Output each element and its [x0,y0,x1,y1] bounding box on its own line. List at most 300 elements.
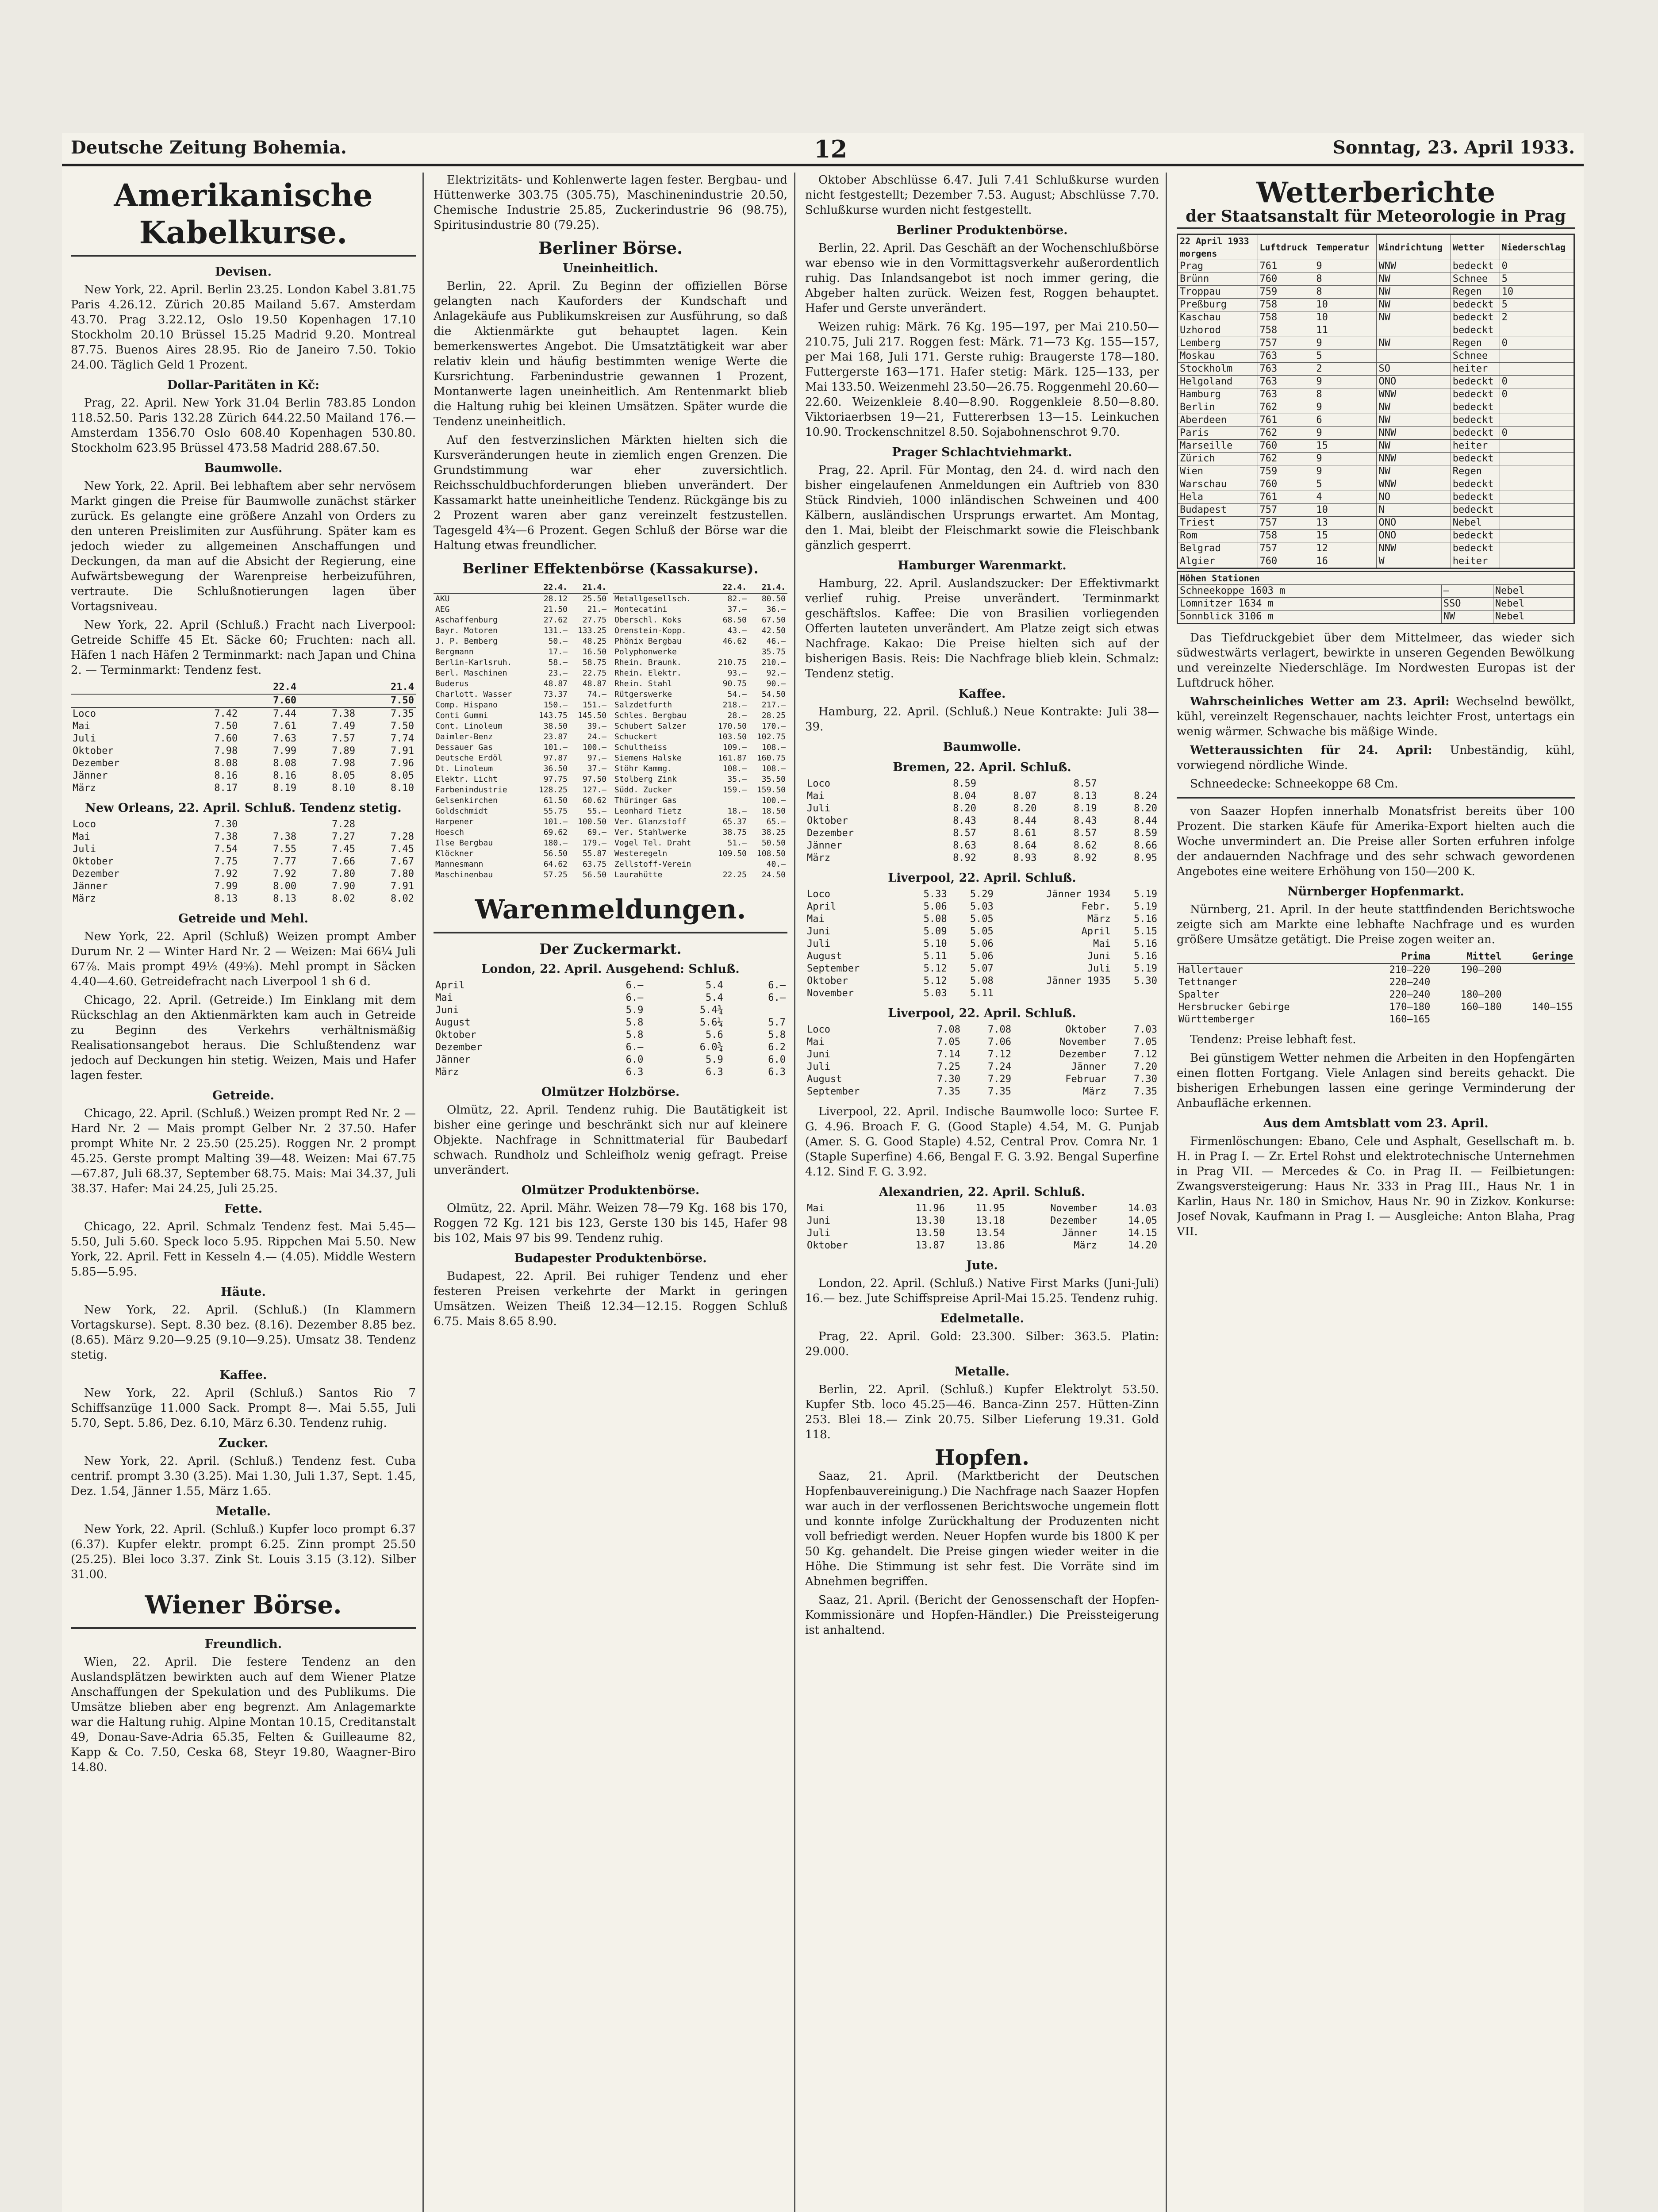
table-cell: 61.50 [543,796,568,805]
table-cell: 35.— [727,775,747,784]
table-cell: Hela [1178,491,1258,504]
article-text: Prag, 22. April. Für Montag, den 24. d. wird nach den bisher eingelaufenen Anmeldungen ein Auftrieb von 830 Stück Rindvieh, 1000 inländischen Schweinen und 400 Kälbern, ausländischen Ursprungs erwartet. Am Montag, den 1. Mai, bleibt der Fleischmarkt sowie die Fleischbank gänzlich gesperrt. [805,464,1159,552]
table-row [805,1202,1159,1215]
stock-table: 22.4. 21.4. AKU 28.12 25.50 AEG 21.50 21.— Aschaffenburg 27.62 27.75 Bayr. Motoren 131.— 133.25 J. P. Bemberg 50.— 48.25 Bergmann 17.— 16.50 Berlin-Karlsruh. 58.— 58.75 Berl. Maschinen 23.— 22.75 Buderus 48.87 48.87 Charlott. Wasser 73.37 74.— Comp. Hispano 150.— 151.— Conti Gummi 143.75 145.50 Cont. Linoleum 38.50 39.— Daimler-Benz 23.87 24.— Dessauer Gas 101.— 100.— Deutsche Erdöl 97.87 97.— Dt. Linoleum 36.50 37.— Elektr. Licht 97.75 97.50 Farbenindustrie 128.25 127.— Gelsenkirchen 61.50 60.62 Goldschmidt 55.75 55.— Harpener 101.— 100.50 Hoesch 69.62 69.— Ilse Bergbau 180.— 179.— Klöckner 56.50 55.87 Mannesmann 64.62 63.75 Maschinenbau 57.25 56.50 [434,582,608,880]
table-cell: 8.02 [332,893,356,904]
table-cell: 762 [1258,401,1314,414]
price-table [805,888,1159,1000]
table-row [1178,376,1574,388]
table-cell: 8.61 [1013,828,1037,839]
table-cell: 6.0 [768,1054,786,1065]
table-cell: NNW [1377,453,1451,465]
table-cell: 6.0 [626,1054,644,1065]
table-cell: Jänner [435,1054,471,1065]
table-row [1178,311,1574,324]
table-cell: 7.61 [273,721,297,732]
table-row [1178,350,1574,363]
table-cell: 7.92 [214,868,238,879]
table-cell: 7.57 [332,733,356,744]
table-cell: 7.54 [214,844,238,855]
table-cell: Lomnitzer 1634 m [1178,598,1442,611]
table-cell [1500,504,1574,517]
table-row [805,950,1159,963]
table-cell: 8.57 [1073,778,1097,789]
table-cell: Loco [73,708,96,719]
column-rule [1166,173,1167,2212]
table-row [805,827,1159,840]
table-cell: 68.50 [722,615,747,625]
table-cell: 758 [1258,299,1314,311]
table-cell: Juli [807,803,830,814]
weather-date: 22 April 1933 [1180,236,1249,246]
table-cell: 760 [1258,555,1314,568]
table-row [805,913,1159,926]
table-row [1178,530,1574,542]
table-cell: — [1441,585,1493,598]
table-row [71,782,416,795]
table-cell: Schles. Bergbau [614,711,687,720]
table-cell: März [73,783,96,794]
table-cell: NW [1377,414,1451,427]
table-cell: 7.45 [391,844,414,855]
price-table [434,979,787,1079]
subheading: Alexandrien, 22. April. Schluß. [879,1185,1085,1199]
table-cell: Montecatini [614,605,668,614]
section-title: Amerikanische Kabelkurse. [71,177,416,257]
table-row [613,657,787,668]
table-cell: WNW [1377,388,1451,401]
table-cell: 151.— [582,700,606,710]
table-row [805,1215,1159,1227]
table-cell: 8.44 [1134,815,1157,826]
table-cell: 763 [1258,376,1314,388]
table-cell: Westeregeln [614,849,668,858]
table-cell: Jänner [1071,1061,1106,1072]
article-text: London, 22. April. (Schluß.) Native First Marks (Juni-Juli) 16.— bez. Jute Schiffspreise April-Mai 15.25. Tendenz ruhig. [805,1277,1159,1305]
table-cell: NW [1377,273,1451,286]
table-cell: Gelsenkirchen [435,796,498,805]
table-cell: Jänner [73,770,108,781]
table-cell: 15 [1314,530,1377,542]
table-cell: 97.50 [582,775,606,784]
section-title: Wiener Börse. [71,1586,416,1629]
table-cell: 127.— [582,785,606,795]
table-row [434,689,608,700]
table-cell: Bergmann [435,647,474,657]
article-text: Chicago, 22. April. (Getreide.) Im Einklang mit dem Rückschlag an den Aktienmärkten kam auch in Getreide zu Beginn des Verkehrs verhältnismäßig Realisationsangebot heraus. Die Schlußtendenz war jedoch auf Deckungen hin stetig. Weizen, Mais und Hafer lagen fester. [71,994,416,1082]
table-cell: Zellstoff-Verein [614,860,691,869]
table-cell: 25.50 [582,594,606,603]
table-cell: Dt. Linoleum [435,764,493,773]
table-cell: 50.— [548,637,568,646]
table-row [613,700,787,710]
snow-report: Schneedecke: Schneekoppe 68 Cm. [1190,777,1398,791]
forecast-heading: Wahrscheinliches Wetter am 23. April: [1190,695,1450,708]
table-cell: 5.11 [970,988,994,999]
table-cell: 7.30 [1134,1074,1157,1085]
table-cell: bedeckt [1451,324,1500,337]
table-cell: 5.7 [768,1017,786,1028]
table-cell: Goldschmidt [435,806,488,816]
table-cell: Jänner [73,881,108,892]
article-text: New York, 22. April (Schluß) Weizen prompt Amber Durum Nr. 2 — Winter Hard Nr. 2 — Weizen: Mai 66¼ Juli 67⅞. Mais prompt 49½ (49⅝). Mehl prompt in Säcken 4.40—4.60. Getreidefracht nach Liverpool 1 sh 6 d. [71,930,416,988]
table-cell: 5.16 [1134,914,1157,925]
article-text: Berlin, 22. April. (Schluß.) Kupfer Elektrolyt 53.50. Kupfer Stb. loco 45.25—46. Banca-Zinn 257. Hütten-Zinn 253. Blei 18.— Zink 20.75. Silber Lieferung 19.31. Gold 118. [805,1383,1159,1441]
page-header [62,133,1584,166]
page-number: 12 [814,135,848,163]
table-cell: 28.25 [761,711,786,720]
table-cell: 5.8 [626,1029,644,1041]
table-cell: 82.— [727,594,747,603]
table-cell: 38.75 [722,828,747,837]
table-cell: Regen [1451,337,1500,350]
article-text: New York, 22. April. Bei lebhaftem aber sehr nervösem Markt gingen die Preise für Baumwolle zunächst stärker zurück. Es gelangte eine größere Anzahl von Orders zu den unteren Preislimiten zur Ausführung. Später kam es jedoch wieder zu allgemeinen Anschaffungen und Deckungen, da man auf die Absicht der Regierung, eine Aufwärtsbewegung der Warenpreise herbeizuführen, vertraute. Die Schlußnotierungen lagen über Vortagsniveau. [71,480,416,613]
table-cell: März [73,893,96,904]
table-cell: bedeckt [1451,491,1500,504]
table-cell: 5.8 [626,1017,644,1028]
table-cell: Jänner 1935 [1046,975,1111,987]
table-row [613,753,787,764]
table-cell: Conti Gummi [435,711,488,720]
table-cell: heiter [1451,555,1500,568]
table-cell [1500,555,1574,568]
table-cell: Sonnblick 3106 m [1178,611,1442,624]
table-cell: 8.19 [1073,803,1097,814]
table-cell: 36.50 [543,764,568,773]
table-row [613,859,787,870]
table-cell: 6.— [626,980,644,991]
table-row [434,785,608,795]
table-cell: heiter [1451,440,1500,453]
table-cell [1500,414,1574,427]
table-cell: Juli [807,1061,830,1072]
table-row [613,615,787,626]
table-row [805,1048,1159,1061]
table-cell: 9 [1314,465,1377,478]
table-cell: 5.12 [923,975,947,987]
subheading: Baumwolle. [204,461,283,475]
table-cell: 7.55 [273,844,297,855]
table-cell: Schnee [1451,350,1500,363]
table-cell [725,1004,787,1017]
table-cell: 760 [1258,273,1314,286]
article-text: Chicago, 22. April. Schmalz Tendenz fest. Mai 5.45—5.50, Juli 5.60. Speck loco 5.95. Rippchen Mai 5.50. New York, 22. April. Fett in Kesseln 4.— (4.05). Middle Western 5.85—5.95. [71,1220,416,1279]
table-cell: 6.3 [768,1067,786,1078]
table-row [71,868,416,880]
table-cell: 5.9 [705,1054,723,1065]
table-cell: 8.57 [953,828,977,839]
table-cell: 7.80 [391,868,414,879]
table-cell: 16 [1314,555,1377,568]
table-cell: 2 [1500,311,1574,324]
table-cell: 6.3 [705,1067,723,1078]
table-row [613,721,787,732]
table-row [613,774,787,785]
table-cell: Prag [1178,260,1258,273]
table-cell: Jänner [1062,1228,1098,1239]
table-cell: 100.50 [577,817,606,826]
table-cell [1500,517,1574,530]
table-cell: 759 [1258,465,1314,478]
article-text: Olmütz, 22. April. Mähr. Weizen 78—79 Kg. 168 bis 170, Roggen 72 Kg. 121 bis 123, Gerste 130 bis 145, Hafer 98 bis 102, Mais 97 bis 99. Tendenz ruhig. [434,1202,787,1245]
table-row [434,795,608,806]
table-cell [1113,987,1159,1000]
table-cell: 160—165 [1389,1014,1431,1025]
table-cell: 8.20 [953,803,977,814]
table-cell: 7.38 [332,708,356,719]
table-cell: 210.75 [718,658,747,667]
table-cell: 58.75 [582,658,606,667]
table-cell: 24.50 [761,870,786,879]
table-cell: 51.— [727,838,747,848]
table-row [1178,337,1574,350]
table-cell: 14.20 [1128,1240,1157,1251]
table-cell: 7.44 [273,708,297,719]
table-cell: Vogel Tel. Draht [614,838,691,848]
table-row [434,1066,787,1079]
table-cell: 8.00 [273,881,297,892]
table-cell: 42.50 [761,626,786,635]
table-cell: September [807,963,860,974]
table-cell: Aschaffenburg [435,615,498,625]
table-cell: März [1074,1240,1098,1251]
table-row [434,838,608,849]
table-cell: 5.8 [768,1029,786,1041]
table-cell: 38.25 [761,828,786,837]
table-cell: 217.— [761,700,786,710]
subheading: Getreide und Mehl. [178,912,308,926]
table-cell: Oktober [807,975,848,987]
table-cell: Aberdeen [1178,414,1258,427]
table-cell: Marseille [1178,440,1258,453]
table-cell: Juni [435,1005,459,1016]
table-cell: Paris [1178,427,1258,440]
table-row [1178,598,1574,611]
subheading: Jute. [966,1259,998,1272]
table-cell: 15 [1314,440,1377,453]
table-cell: 159.50 [756,785,786,795]
subheading: Baumwolle. [943,740,1021,754]
table-cell: Tettnanger [1178,977,1237,988]
table-row [434,1054,787,1066]
table-row [805,926,1159,938]
table-cell: 8.24 [1134,791,1157,802]
table-row [434,753,608,764]
table-cell: 7.66 [332,856,356,867]
table-cell: Nebel [1493,611,1574,624]
table-row [434,700,608,710]
table-cell: Maschinenbau [435,870,493,879]
table-cell: 170—180 [1389,1002,1431,1013]
table-cell: 108.50 [756,849,786,858]
table-cell: 0 [1500,388,1574,401]
table-cell [1500,530,1574,542]
table-row [805,901,1159,913]
table-cell: 131.— [543,626,568,635]
table-row [434,827,608,838]
table-cell: Warschau [1178,478,1258,491]
table-row [1178,273,1574,286]
table-cell: 13.54 [975,1228,1005,1239]
table-cell: 58.— [548,658,568,667]
table-row [1178,478,1574,491]
table-cell: 6.— [626,1042,644,1053]
table-cell: 7.35 [988,1086,1011,1097]
table-cell: 37.— [587,764,606,773]
article-text: New York, 22. April (Schluß.) Fracht nach Liverpool: Getreide Schiffe 45 Et. Säcke 60; Fruchten: nach all. Häfen 1 nach Häfen 2 Terminmarkt: nach Japan und China 2. — Terminmarkt: Tendenz fest. [71,618,416,677]
table-cell: Dezember [435,1042,482,1053]
article-text: New York, 22. April. (Schluß.) Tendenz fest. Cuba centrif. prompt 3.30 (3.25). Mai 1.30, Juli 1.37, Sept. 1.45, Dez. 1.54, Jänner 1.55, März 1.65. [71,1455,416,1498]
price-table [71,818,416,905]
table-cell: Comp. Hispano [435,700,498,710]
table-cell: Jänner [807,840,842,851]
table-cell: Laurahütte [614,870,663,879]
table-cell: 7.05 [1134,1037,1157,1048]
table-cell: 7.29 [988,1074,1011,1085]
table-cell: 8.43 [953,815,977,826]
table-cell: 7.50 [391,721,414,732]
table-cell: 5.19 [1134,963,1157,974]
table-cell: Dessauer Gas [435,743,493,752]
table-cell: Juli [73,844,96,855]
table-row [1178,414,1574,427]
table-cell: Rhein. Stahl [614,679,672,688]
table-cell: 8 [1314,273,1377,286]
table-cell: 5.4¾ [699,1005,723,1016]
table-cell: 7.08 [988,1024,1011,1035]
table-cell: SSO [1441,598,1493,611]
column-1 [71,173,416,2212]
table-cell: 14.15 [1128,1228,1157,1239]
table-cell: 5.16 [1134,951,1157,962]
table-cell: 7.74 [391,733,414,744]
column-4 [1177,173,1575,2212]
table-row [613,604,787,615]
table-cell: 8.10 [391,783,414,794]
table-cell: März [807,853,830,864]
table-row [613,732,787,742]
table-cell: 13.30 [915,1215,945,1226]
table-cell: Juni [807,926,830,937]
table-row [1178,611,1574,624]
table-cell: Mai [73,831,90,842]
table-cell: 7.25 [936,1061,960,1072]
table-cell: 8.57 [1073,828,1097,839]
table-cell: 161.87 [718,753,747,763]
table-cell: Siemens Halske [614,753,682,763]
table-cell [1500,453,1574,465]
table-cell: 101.— [543,817,568,826]
table-row [1177,976,1575,989]
table-cell: 7.50 [214,721,238,732]
table-row [805,1036,1159,1048]
table-cell: 67.50 [761,615,786,625]
table-cell: 7.14 [936,1049,960,1060]
table-cell: Preßburg [1178,299,1258,311]
column-header: Höhen Stationen [1178,572,1574,585]
table-cell: 7.92 [273,868,297,879]
table-cell: 8.07 [1013,791,1037,802]
table-cell: 210—220 [1389,964,1431,975]
table-cell: Harpener [435,817,474,826]
table-cell: 7.27 [332,831,356,842]
subheading: Hamburger Warenmarkt. [898,559,1067,572]
article-text: Wien, 22. April. Die festere Tendenz an den Auslandsplätzen bewirkten auch auf dem Wiener Platze Anschaffungen der Spekulation und des Publikums. Die Umsätze blieben aber eng begrenzt. Am Anlagemarkte war die Haltung ruhig. Alpine Montan 10.15, Creditanstalt 49, Donau-Save-Adria 65.35, Felten & Guilleaume 82, Kapp & Co. 7.50, Ceska 68, Steyr 19.80, Waagner-Biro 14.80. [71,1655,416,1774]
table-cell: 7.30 [214,819,238,830]
table-cell: 23.— [548,668,568,678]
table-cell: 5.4 [705,980,723,991]
table-cell: 18.— [727,806,747,816]
table-cell: 7.98 [332,758,356,769]
subheading: Freundlich. [204,1637,282,1651]
table-row [434,992,787,1004]
table-cell [1099,778,1159,790]
table-cell: April [1081,926,1111,937]
table-cell: Regen [1451,465,1500,478]
table-cell: 27.75 [582,615,606,625]
table-row [1178,491,1574,504]
table-cell: Rütgerswerke [614,690,672,699]
table-cell: 5.10 [923,938,947,949]
table-cell: 13.87 [915,1240,945,1251]
table-cell: NNW [1377,427,1451,440]
table-cell [1432,976,1503,989]
table-cell: Mai [807,1037,825,1048]
table-cell [1504,989,1575,1001]
table-row [71,733,416,745]
table-cell: 13.50 [915,1228,945,1239]
table-row [434,593,608,604]
table-cell: 8.64 [1013,840,1037,851]
mountain-table [1177,571,1575,624]
table-cell: März [1087,914,1111,925]
subheading: Prager Schlachtviehmarkt. [892,445,1072,459]
table-cell: 7.35 [936,1086,960,1097]
column-header: Windrichtung [1377,234,1451,260]
table-row [434,817,608,827]
table-cell: 757 [1258,542,1314,555]
table-cell: NNW [1377,542,1451,555]
subheading: Der Zuckermarkt. [539,941,682,957]
table-cell: 760 [1258,478,1314,491]
subheading: London, 22. April. Ausgehend: Schluß. [481,962,740,976]
table-cell: Dezember [73,758,119,769]
table-row [434,721,608,732]
table-row [805,1086,1159,1098]
table-cell: 220—240 [1389,989,1431,1000]
table-cell: 92.— [766,668,786,678]
subheading: Liverpool, 22. April. Schluß. [888,1006,1076,1020]
table-cell: Juni [807,1049,830,1060]
table-cell: AEG [435,605,450,614]
table-cell: 21.50 [543,605,568,614]
table-row [434,657,608,668]
table-cell: 5.11 [923,951,947,962]
table-row [71,880,416,893]
table-cell: Zürich [1178,453,1258,465]
table-cell: Nebel [1493,585,1574,598]
article-text: New York, 22. April. (Schluß.) Kupfer loco prompt 6.37 (6.37). Kupfer elektr. prompt 6.25. Zinn prompt 25.50 (25.25). Blei loco 3.37. Zink St. Louis 3.15 (3.12). Silber 31.00. [71,1523,416,1581]
table-cell: 7.35 [391,708,414,719]
table-row [434,1004,787,1017]
table-row [1178,542,1574,555]
table-cell: 6.— [768,992,786,1003]
table-row [613,636,787,647]
table-cell: 0 [1500,260,1574,273]
table-cell: 761 [1258,260,1314,273]
table-cell: 5.09 [923,926,947,937]
table-cell: 5.12 [923,963,947,974]
